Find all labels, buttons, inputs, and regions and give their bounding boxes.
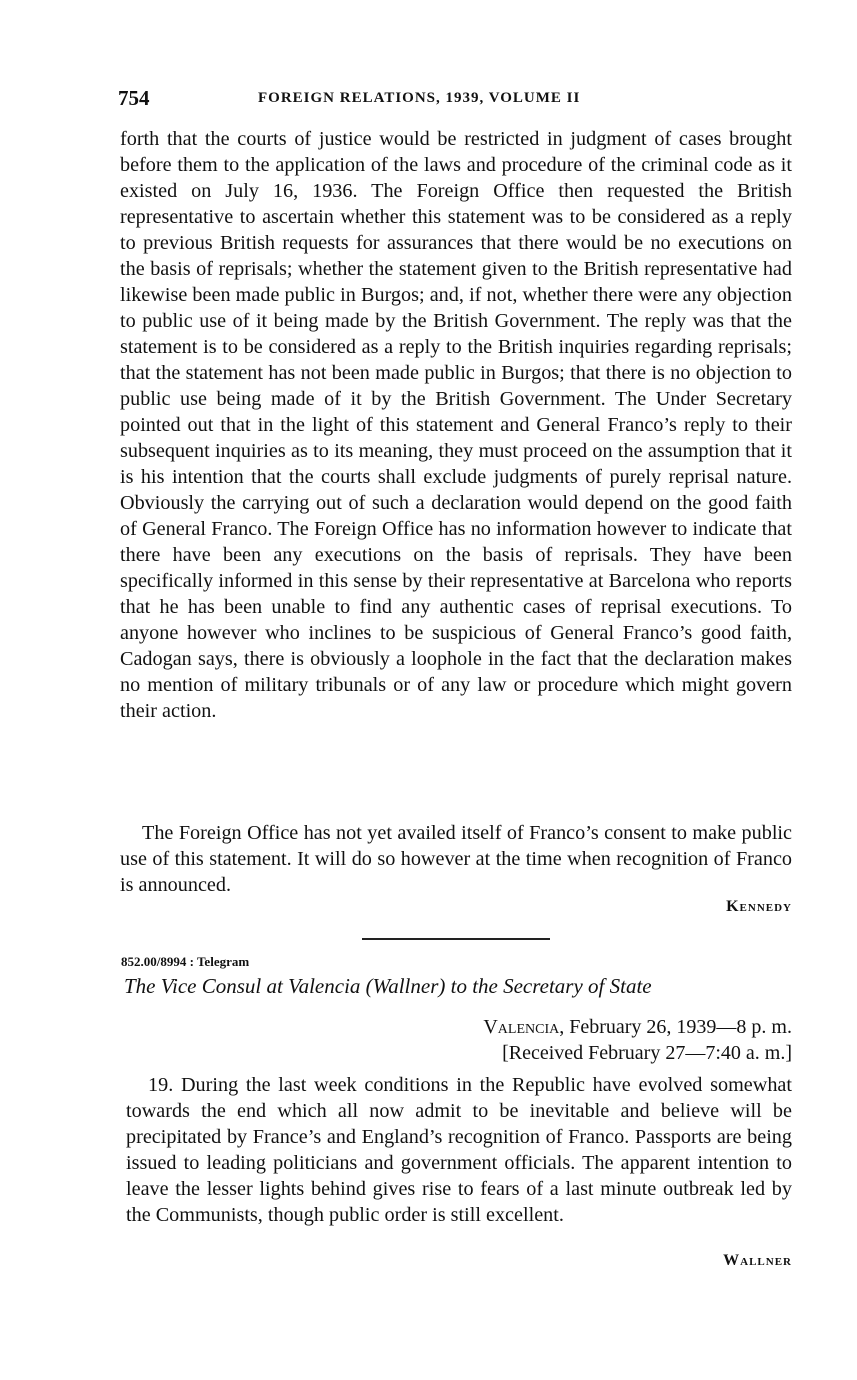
telegram-paragraph: 19. During the last week conditions in the Republic have evolved somewhat towards the end which all now admit to be inevitable and believe will be precipitated by France’s and England’s recognition of Franco. Passports are being issued to leading politicians and government officials. The apparent intention to leave the lesser lights behind gives rise to fears of a last minute outbreak led by the Communists, though public order is still excellent. xyxy=(126,1074,792,1226)
file-reference: 852.00/8994 : Telegram xyxy=(121,954,250,969)
section-divider xyxy=(362,938,550,940)
dateline-place: Valencia, xyxy=(483,1016,565,1038)
document-heading: The Vice Consul at Valencia (Wallner) to the Secretary of State xyxy=(124,974,652,998)
dateline xyxy=(483,1016,792,1039)
running-head xyxy=(118,86,793,114)
received-line: [Received February 27—7:40 a. m.] xyxy=(502,1042,792,1064)
body-paragraph-2: The Foreign Office has not yet availed itself of Franco’s consent to make public use of this statement. It will do so however at the time when recognition of Franco is announced. xyxy=(120,822,792,896)
dateline-date: February 26, 1939—8 p. m. xyxy=(564,1016,792,1038)
page-number: 754 xyxy=(118,86,150,110)
body-paragraph-1: forth that the courts of justice would be restricted in judgment of cases brought before them to the application of the laws and procedure of the criminal code as it existed on July 16, 1936. The Foreign Office then requested the British representative to ascertain whether this statement was to be considered as a reply to previous British requests for assurances that there would be no executions on the basis of reprisals; whether the statement given to the British representative had likewise been made public in Burgos; and, if not, whether there were any objection to public use of it being made by the British Government. The reply was that the statement is to be considered as a reply to the British inquiries regarding reprisals; that the statement has not been made public in Burgos; that there is no objection to public use being made of it by the British Government. The Under Secretary pointed out that in the light of this statement and General Franco’s reply to their subsequent inquiries as to its meaning, they must proceed on the assumption that it is his intention that the courts shall exclude judgments of purely reprisal nature. Obviously the carrying out of such a declaration would depend on the good faith of General Franco. The Foreign Office has no information however to indicate that there have been any executions on the basis of reprisals. They have been specifically informed in this sense by their representative at Barcelona who reports that he has been unable to find any authentic cases of reprisal executions. To anyone however who inclines to be suspicious of General Franco’s good faith, Cadogan says, there is obviously a loophole in the fact that the declaration makes no mention of military tribunals or of any law or procedure which might govern their action. xyxy=(120,128,792,722)
signature-wallner: Wallner xyxy=(723,1252,792,1269)
running-head-title: FOREIGN RELATIONS, 1939, VOLUME II xyxy=(258,90,581,106)
signature-kennedy: Kennedy xyxy=(726,898,792,915)
